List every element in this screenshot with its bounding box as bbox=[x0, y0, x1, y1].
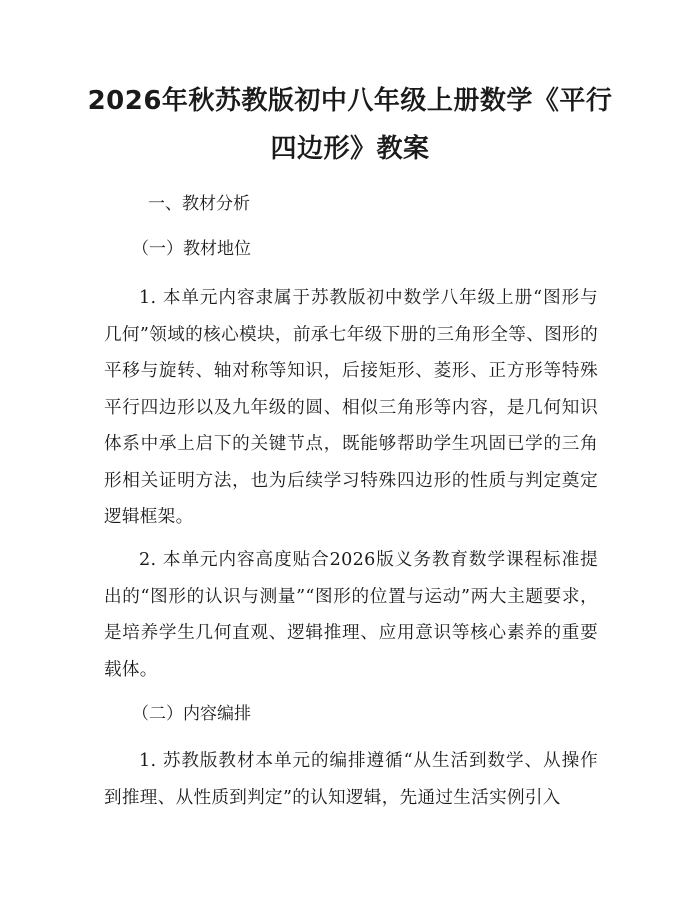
document-title-line-2: 四边形》教案 bbox=[270, 134, 430, 164]
paragraph-arrangement-1: 1. 苏教版教材本单元的编排遵循“从生活到数学、从操作到推理、从性质到判定”的认知逻辑，先通过生活实例引入 bbox=[104, 751, 598, 808]
document-title-line-1: 2026年秋苏教版初中八年级上册数学《平行 bbox=[87, 86, 613, 116]
section-heading-textbook-analysis: 一、教材分析 bbox=[148, 194, 250, 214]
paragraph-status-2: 2. 本单元内容高度贴合2026版义务教育数学课程标准提出的“图形的认识与测量”“图形的位置与运动”两大主题要求，是培养学生几何直观、逻辑推理、应用意识等核心素养的重要载体。 bbox=[104, 550, 598, 680]
subsection-heading-textbook-status: （一）教材地位 bbox=[132, 239, 251, 259]
subsection-heading-content-arrangement: （二）内容编排 bbox=[132, 704, 251, 724]
paragraph-status-1: 1. 本单元内容隶属于苏教版初中数学八年级上册“图形与几何”领域的核心模块，前承七年级下册的三角形全等、图形的平移与旋转、轴对称等知识，后接矩形、菱形、正方形等特殊平行四边形以及九年级的圆、相似三角形等内容，是几何知识体系中承上启下的关键节点，既能够帮助学生巩固已学的三角形相关证明方法，也为后续学习特殊四边形的性质与判定奠定逻辑框架。 bbox=[104, 288, 598, 527]
